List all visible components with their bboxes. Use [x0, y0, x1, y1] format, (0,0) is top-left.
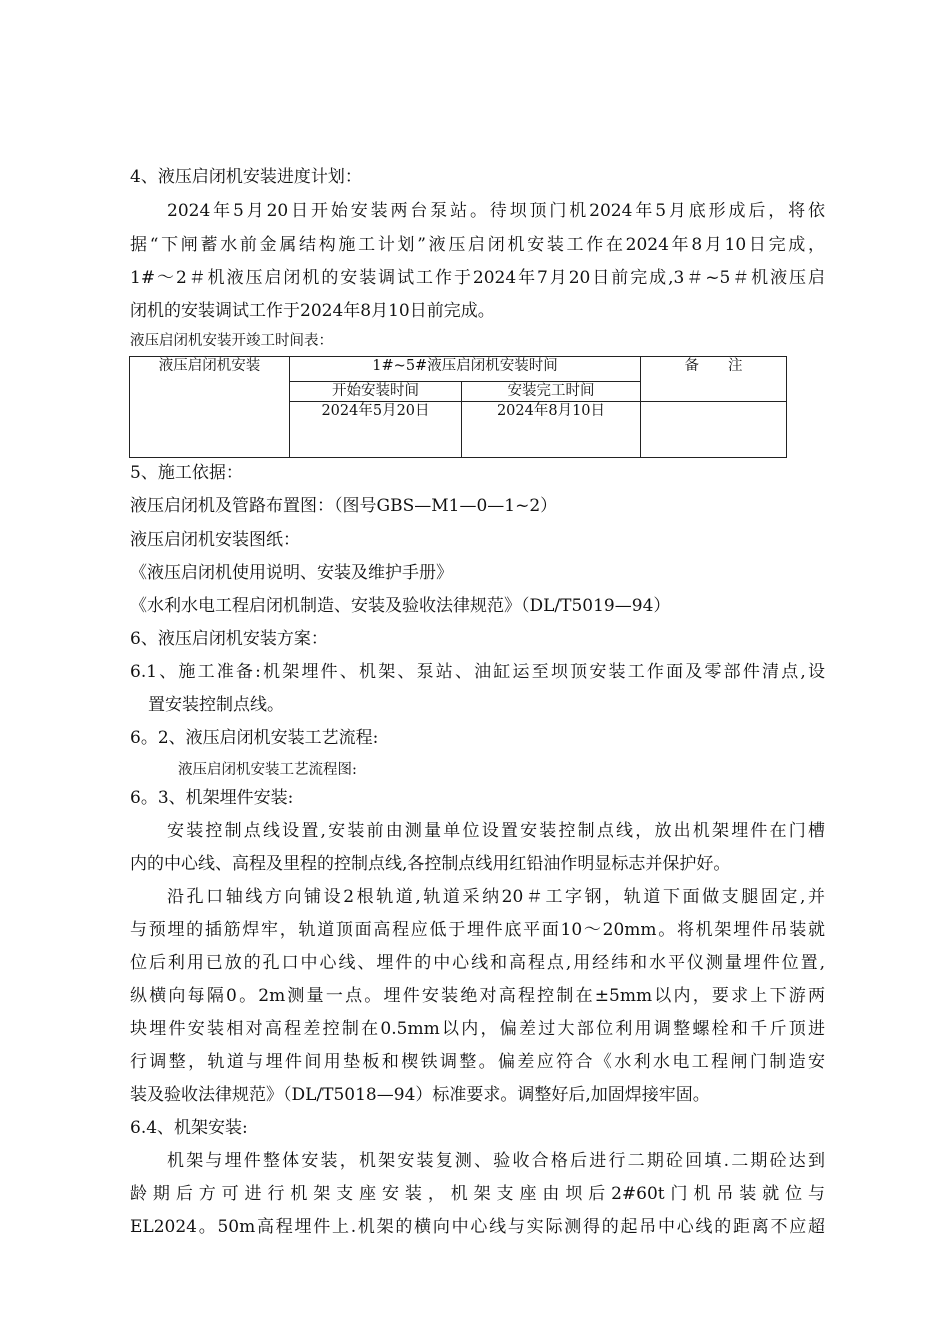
sec64-heading: 6.4、机架安装:: [130, 1118, 248, 1138]
table-header-group: 1#~5#液压启闭机安装时间: [290, 357, 641, 382]
sec64-para-line: EL2024。50m高程埋件上.机架的横向中心线与实际测得的起吊中心线的距离不应超: [130, 1217, 825, 1237]
sec63-para2-line: 装及验收法律规范》（DL/T5018—94）标准要求。调整好后,加固焊接牢固。: [130, 1085, 710, 1105]
table-cell-start-date: 2024年5月20日: [290, 402, 462, 458]
sec64-para-line: 机架与埋件整体安装，机架安装复测、验收合格后进行二期砼回填.二期砼达到: [167, 1151, 825, 1171]
table-header-remark: 备 注: [641, 357, 787, 402]
sec63-para2-line: 沿孔口轴线方向铺设2根轨道,轨道采纳20＃工字钢，轨道下面做支腿固定,并: [167, 887, 825, 907]
sec63-para2-line: 位后利用已放的孔口中心线、埋件的中心线和高程点,用经纬和水平仪测量埋件位置,: [130, 953, 825, 973]
sec63-heading: 6。3、机架埋件安装:: [130, 788, 294, 808]
section-6-heading: 6、液压启闭机安装方案：: [130, 629, 328, 649]
sec62-heading: 6。2、液压启闭机安装工艺流程:: [130, 728, 379, 748]
section-5-heading: 5、施工依据：: [130, 463, 243, 483]
sec63-para2-line: 与预埋的插筋焊牢，轨道顶面高程应低于埋件底平面10～20mm。将机架埋件吊装就: [130, 920, 825, 940]
table-header-start: 开始安装时间: [290, 382, 462, 402]
sec64-para-line: 龄期后方可进行机架支座安装，机架支座由坝后2#60t门机吊装就位与: [130, 1184, 825, 1204]
sec61-line: 置安装控制点线。: [148, 695, 284, 715]
reference-item: 《水利水电工程启闭机制造、安装及验收法律规范》（DL/T5019—94）: [130, 596, 671, 616]
table-header-end: 安装完工时间: [462, 382, 641, 402]
reference-item: 《液压启闭机使用说明、安装及维护手册》: [130, 563, 453, 583]
installation-schedule-table: [129, 356, 787, 458]
sec4-para-line: 1#～2＃机液压启闭机的安装调试工作于2024年7月20日前完成,3＃~5＃机液压启: [130, 268, 825, 288]
table-cell-remark: [641, 402, 787, 458]
table-header-item: 液压启闭机安装: [130, 357, 290, 458]
sec4-para-line: 2024年5月20日开始安装两台泵站。待坝顶门机2024年5月底形成后，将依: [167, 201, 825, 221]
sec4-para-line: 闭机的安装调试工作于2024年8月10日前完成。: [130, 301, 495, 321]
sec4-para-line: 据“下闸蓄水前金属结构施工计划”液压启闭机安装工作在2024年8月10日完成，: [130, 235, 825, 255]
sec63-para2-line: 块埋件安装相对高程差控制在0.5mm以内，偏差过大部位利用调整螺栓和千斤顶进: [130, 1019, 825, 1039]
flowchart-caption: 液压启闭机安装工艺流程图:: [178, 762, 357, 778]
sec63-para2-line: 行调整，轨道与埋件间用垫板和楔铁调整。偏差应符合《水利水电工程闸门制造安: [130, 1052, 825, 1072]
sec63-para1-line: 内的中心线、高程及里程的控制点线,各控制点线用红铅油作明显标志并保护好。: [130, 854, 731, 874]
table-cell-end-date: 2024年8月10日: [462, 402, 641, 458]
sec63-para2-line: 纵横向每隔0。2m测量一点。埋件安装绝对高程控制在±5mm以内，要求上下游两: [130, 986, 825, 1006]
section-4-heading: 4、液压启闭机安装进度计划：: [130, 167, 362, 187]
reference-item: 液压启闭机安装图纸：: [130, 530, 300, 550]
sec61-line: 6.1、施工准备:机架埋件、机架、泵站、油缸运至坝顶安装工作面及零部件清点,设: [130, 662, 825, 682]
table-caption: 液压启闭机安装开竣工时间表：: [130, 333, 333, 349]
sec63-para1-line: 安装控制点线设置,安装前由测量单位设置安装控制点线，放出机架埋件在门槽: [167, 821, 825, 841]
reference-item: 液压启闭机及管路布置图：（图号GBS—M1—0—1~2）: [130, 496, 558, 516]
